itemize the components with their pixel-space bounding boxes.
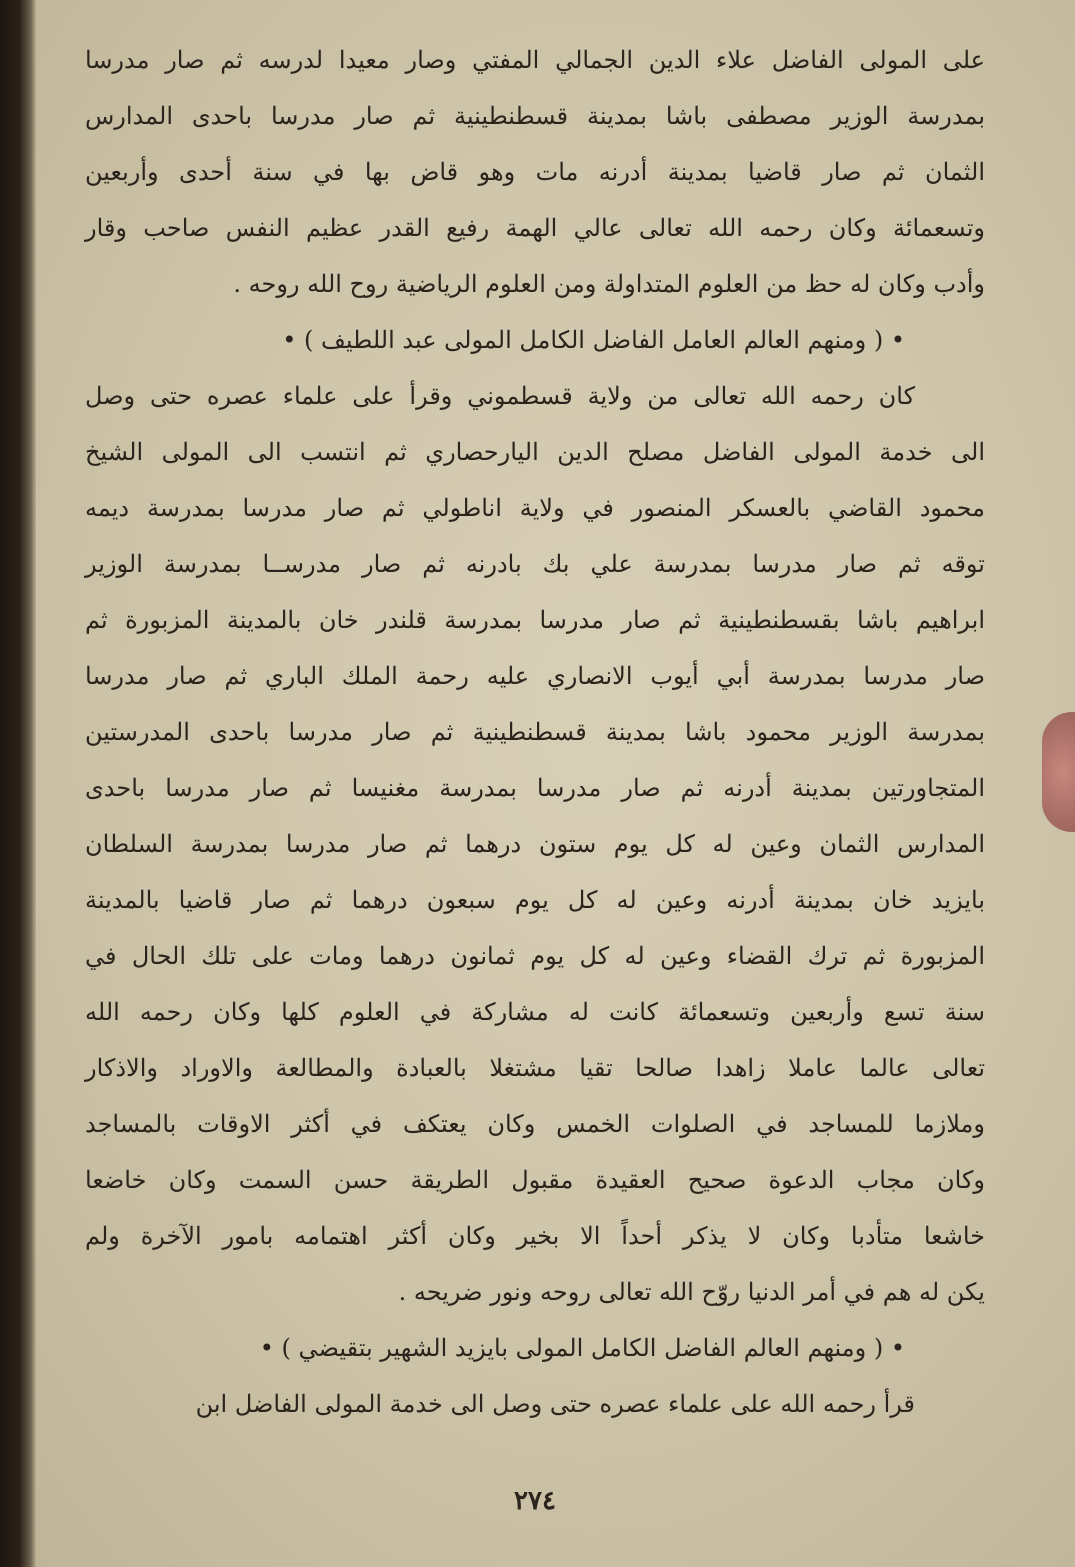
section-heading: • ( ومنهم العالم الفاضل الكامل المولى بايزيد الشهير بتقيضي ) •	[259, 1334, 905, 1362]
text-line: سنة تسع وأربعين وتسعمائة كانت له مشاركة في العلوم كلها وكان رحمه الله	[85, 998, 985, 1026]
text-line: الثمان ثم صار قاضيا بمدينة أدرنه مات وهو قاض بها في سنة أحدى وأربعين	[85, 158, 985, 186]
thumb-holding-page	[1042, 712, 1075, 832]
text-line: الى خدمة المولى الفاضل مصلح الدين اليارحصاري ثم انتسب الى المولى الشيخ	[85, 438, 986, 466]
text-line: وأدب وكان له حظ من العلوم المتداولة ومن العلوم الرياضية روح الله روحه .	[233, 270, 985, 298]
text-line: ابراهيم باشا بقسطنطينية ثم صار مدرسا بمدرسة قلندر خان بالمدينة المزبورة ثم	[85, 606, 985, 634]
text-line: وملازما للمساجد في الصلوات الخمس وكان يعتكف في أكثر الاوقات بالمساجد	[85, 1110, 985, 1138]
text-line: بمدرسة الوزير محمود باشا بمدينة قسطنطينية ثم صار مدرسا باحدى المدرستين	[85, 718, 986, 746]
page-body-text	[85, 32, 985, 1432]
text-line: يكن له هم في أمر الدنيا روّح الله تعالى روحه ونور ضريحه .	[398, 1278, 985, 1306]
text-line: على المولى الفاضل علاء الدين الجمالي المفتي وصار معيدا لدرسه ثم صار مدرسا	[85, 46, 985, 74]
text-line: قرأ رحمه الله على علماء عصره حتى وصل الى خدمة المولى الفاضل ابن	[195, 1390, 915, 1418]
text-line: محمود القاضي بالعسكر المنصور في ولاية اناطولي ثم صار مدرسا بمدرسة ديمه	[85, 494, 985, 522]
page-number: ٢٧٤	[514, 1486, 556, 1516]
text-line: صار مدرسا بمدرسة أبي أيوب الانصاري عليه رحمة الملك الباري ثم صار مدرسا	[85, 662, 985, 690]
section-heading: • ( ومنهم العالم العامل الفاضل الكامل المولى عبد اللطيف ) •	[282, 326, 905, 354]
text-line: كان رحمه الله تعالى من ولاية قسطموني وقرأ على علماء عصره حتى وصل	[85, 382, 915, 410]
text-line: وكان مجاب الدعوة صحيح العقيدة مقبول الطريقة حسن السمت وكان خاضعا	[85, 1166, 985, 1194]
text-line: بايزيد خان بمدينة أدرنه وعين له كل يوم سبعون درهما ثم صار قاضيا بالمدينة	[85, 886, 985, 914]
text-line: وتسعمائة وكان رحمه الله تعالى عالي الهمة رفيع القدر عظيم النفس صاحب وقار	[85, 214, 985, 242]
text-line: المدارس الثمان وعين له كل يوم ستون درهما ثم صار مدرسا بمدرسة السلطان	[85, 830, 985, 858]
text-line: المزبورة ثم ترك القضاء وعين له كل يوم ثمانون درهما ومات على تلك الحال في	[85, 942, 985, 970]
text-line: بمدرسة الوزير مصطفى باشا بمدينة قسطنطينية ثم صار مدرسا باحدى المدارس	[85, 102, 985, 130]
text-line: المتجاورتين بمدينة أدرنه ثم صار مدرسا بمدرسة مغنيسا ثم صار مدرسا باحدى	[85, 774, 985, 802]
text-line: توقه ثم صار مدرسا بمدرسة علي بك بادرنه ثم صار مدرســا بمدرسة الوزير	[85, 550, 985, 578]
text-line: خاشعا متأدبا وكان لا يذكر أحداً الا بخير وكان أكثر اهتمامه بامور الآخرة ولم	[85, 1222, 985, 1250]
book-spine-shadow	[0, 0, 36, 1567]
text-line: تعالى عالما عاملا زاهدا صالحا تقيا مشتغلا بالعبادة والمطالعة والاوراد والاذكار	[85, 1054, 985, 1082]
